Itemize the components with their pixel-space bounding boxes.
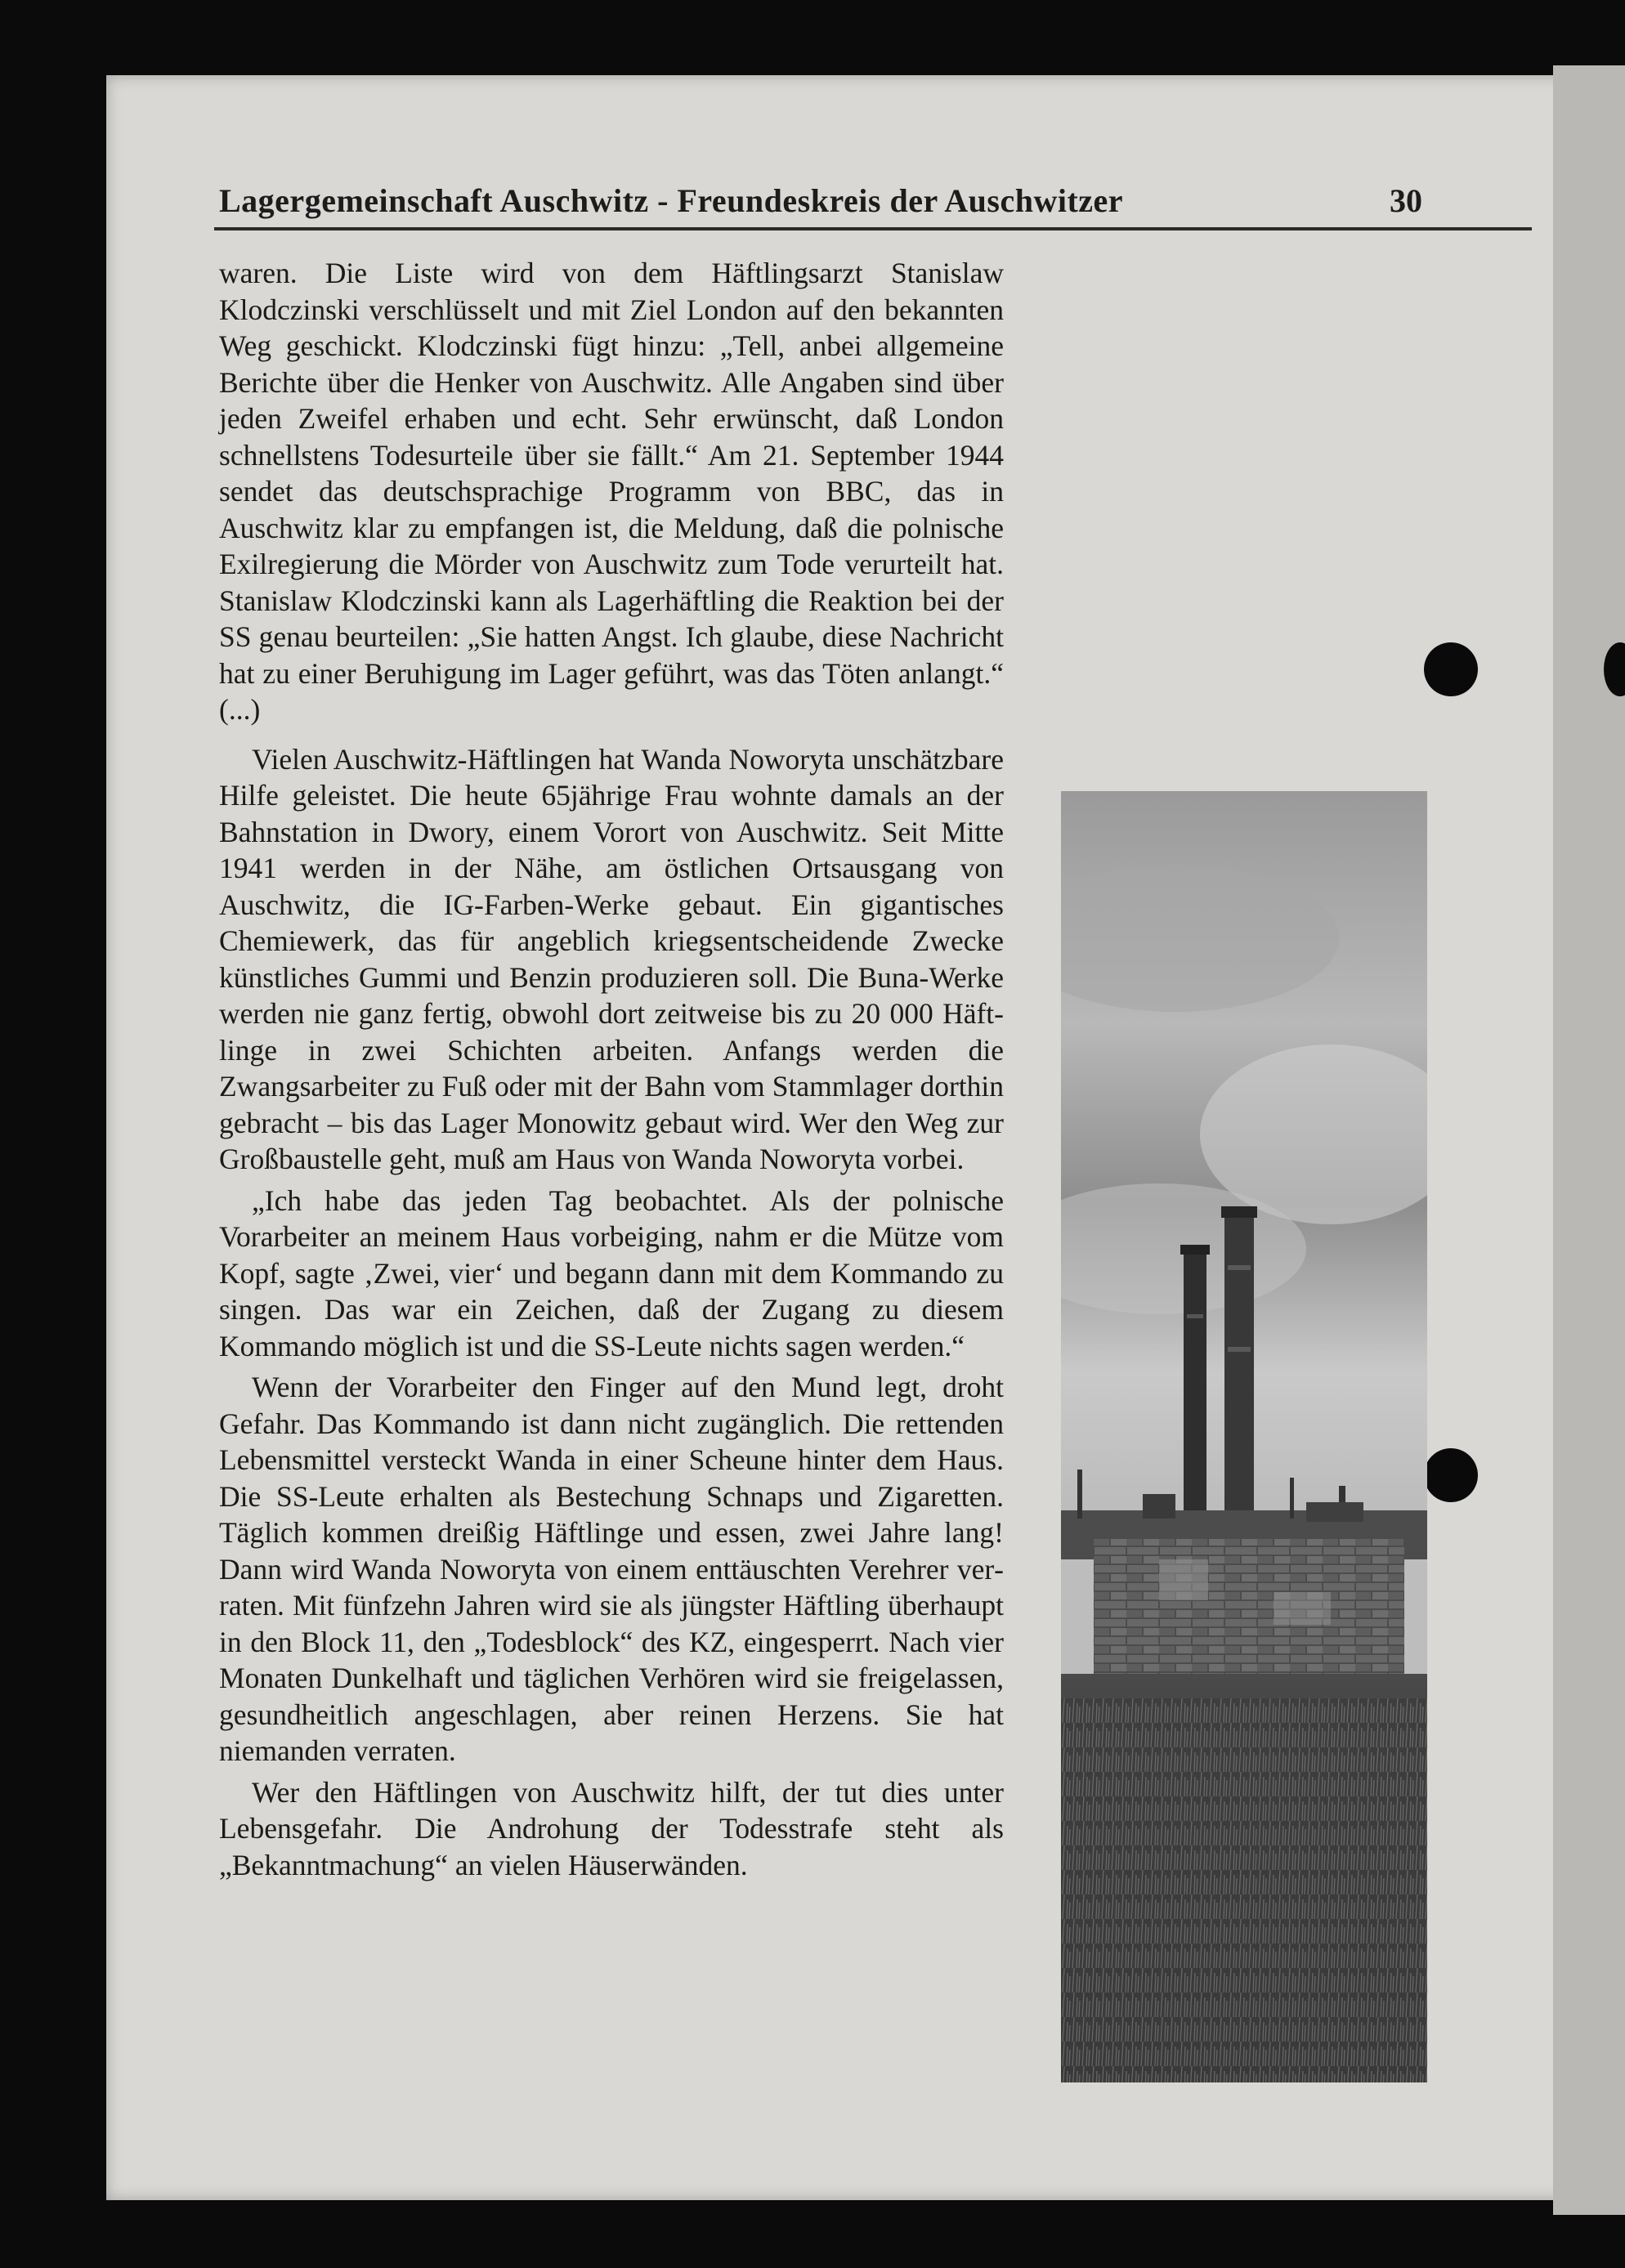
header-title: Lagergemeinschaft Auschwitz - Freundeskreis der Auschwitzer: [219, 182, 1124, 219]
paragraph: Wenn der Vorarbeiter den Finger auf den Mund legt, droht Gefahr. Das Kommando ist dann nicht zugänglich. Die rettenden Lebensmittel versteckt Wanda in einer Scheune hinter dem Haus. Die SS-Leute erhalten als Bestechung Schnaps und Zigaretten. Täglich kommen dreißig Häftlinge und essen, zwei Jahre lang! Dann wird Wanda Noworyta von einem enttäuschten Verehrer verraten. Mit fünfzehn Jahren wird sie als jüngster Häftling überhaupt in den Block 11, den „Todesblock“ des KZ, eingesperrt. Nach vier Monaten Dunkelhaft und täglichen Verhören wird sie freigelassen, gesundheitlich angeschlagen, aber reinen Herzens. Sie hat niemanden verraten.: [219, 1371, 1004, 1767]
paragraph: „Ich habe das jeden Tag beobachtet. Als der polnische Vorarbeiter an meinem Haus vorbeiging, nahm er die Mütze vom Kopf, sagte ‚Zwei, vier‘ und begann dann mit dem Kommando zu singen. Das war ein Zeichen, daß der Zugang zu diesem Kommando möglich ist und die SS-Leute nichts sagen werden.“: [219, 1183, 1004, 1362]
factory-chimneys-photo: [1061, 791, 1427, 2082]
header-rule: [214, 227, 1532, 230]
paragraph: Vielen Auschwitz-Häftlingen hat Wanda Noworyta unschätzbare Hilfe geleistet. Die heute 65jährige Frau wohnte damals an der Bahnstation in Dwory, einem Vorort von Auschwitz. Seit Mitte 1941 werden in der Nähe, am östlichen Ortsausgang von Auschwitz, die IG-Farben-Werke gebaut. Ein gigantisches Chemiewerk, das für angeblich kriegsentscheidende Zwecke künstliches Gummi und Benzin produzieren soll. Die Buna-Werke werden nie ganz fertig, obwohl dort zeitweise bis zu 20 000 Häftlinge in zwei Schichten arbeiten. Anfangs werden die Zwangsarbeiter zu Fuß oder mit der Bahn vom Stammlager dorthin gebracht – bis das Lager Monowitz gebaut wird. Wer den Weg zur Großbaustelle geht, muß am Haus von Wanda Noworyta vorbei.: [219, 742, 1004, 1175]
page-number: 30: [1390, 182, 1422, 219]
punch-hole-bottom: [1424, 1448, 1478, 1502]
punch-hole-top: [1424, 642, 1478, 696]
paragraph: waren. Die Liste wird von dem Häftlingsarzt Stanislaw Klodczinski verschlüsselt und mit Ziel London auf den bekannten Weg geschickt. Klodczinski fügt hinzu: „Tell, anbei allgemeine Berichte über die Henker von Auschwitz. Alle Angaben sind über jeden Zweifel erhaben und echt. Sehr erwünscht, daß London schnellstens Todesurteile über sie fällt.“ Am 21. September 1944 sendet das deutschsprachige Programm von BBC, das in Auschwitz klar zu empfangen ist, die Meldung, daß die polnische Exilregierung die Mörder von Auschwitz zum Tode verurteilt hat. Stanislaw Klodczinski kann als Lagerhäftling die Reaktion bei der SS genau beurteilen: „Sie hatten Angst. Ich glaube, diese Nachricht hat zu einer Beruhigung im Lager geführt, was das Töten anlangt.“ (...): [219, 257, 1004, 726]
adjacent-page-edge: [1553, 65, 1625, 2215]
article-body: [219, 255, 1004, 1883]
paragraph: Wer den Häftlingen von Auschwitz hilft, der tut dies unter Lebensgefahr. Die Androhung der Todesstrafe steht als „Bekanntmachung“ an vielen Häuserwänden.: [219, 1775, 1004, 1881]
